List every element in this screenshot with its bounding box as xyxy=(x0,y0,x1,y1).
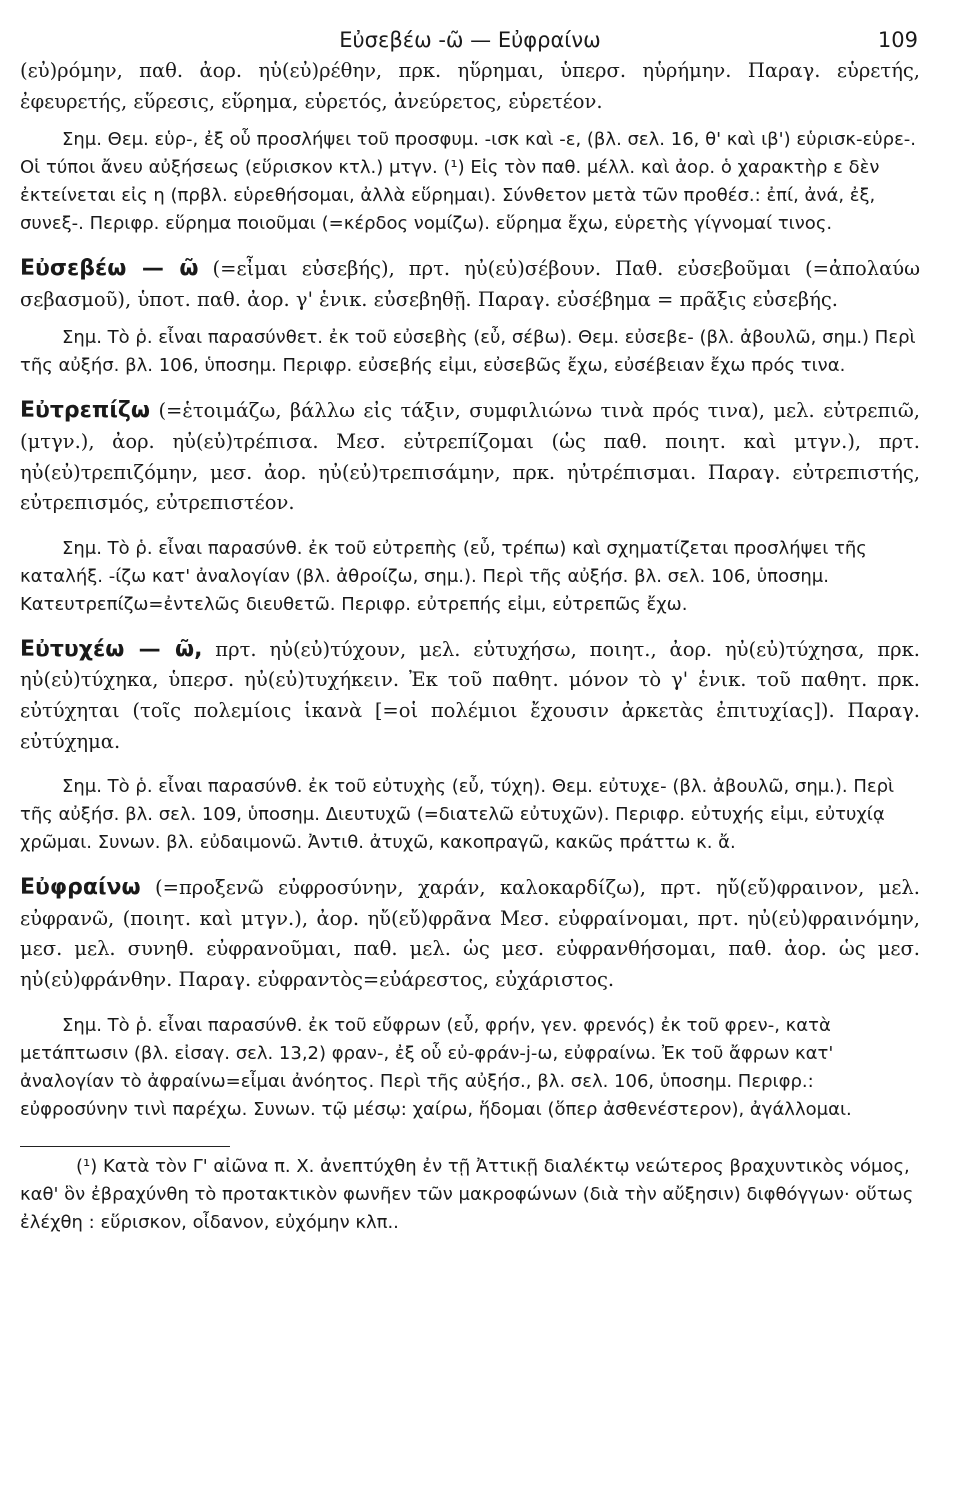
entry-euphraino xyxy=(20,873,920,995)
note-euphraino xyxy=(20,1012,920,1124)
note-text: Σημ. Τὸ ῥ. εἶναι παρασύνθετ. ἐκ τοῦ εὐσεβὴς (εὖ, σέβω). Θεμ. εὐσεβε- (βλ. ἀβουλῶ, σημ.) Περὶ τῆς αὐξήσ. βλ. 106, ὑποσημ. Περιφρ. εὐσεβής εἰμι, εὐσεβῶς ἔχω, εὐσέβειαν ἔχω πρός τινα. xyxy=(20,327,916,377)
note-text: Σημ. Τὸ ῥ. εἶναι παρασύνθ. ἐκ τοῦ εὐτρεπὴς (εὖ, τρέπω) καὶ σχηματίζεται προσλήψει τῆς καταλήξ. -ίζω κατ' ἀναλογίαν (βλ. ἀθροίζω, σημ.). Περὶ τῆς αὐξήσ. βλ. σελ. 106, ὑποσημ. Κατευτρεπίζω=ἐντελῶς διευθετῶ. Περιφρ. εὐτρεπής εἰμι, εὐτρεπῶς ἔχω. xyxy=(20,537,867,615)
headword: Εὐσεβέω — ῶ xyxy=(20,256,199,282)
headword: Εὐτυχέω — ῶ, xyxy=(20,636,203,662)
dictionary-page xyxy=(20,22,920,1237)
note-eutycheo xyxy=(20,773,920,857)
note-text: Σημ. Θεμ. εὑρ-, ἐξ οὗ προσλήψει τοῦ προσφυμ. -ισκ καὶ -ε, (βλ. σελ. 16, θ' καὶ ιβ') εὑρισκ-εὑρε-. Οἱ τύποι ἄνευ αὐξήσεως (εὕρισκον κτλ.) μτγν. (¹) Εἰς τὸν παθ. μέλλ. καὶ ἀορ. ὁ χαρακτὴρ ε δὲν ἐκτείνεται εἰς η (πρβλ. εὑρεθήσομαι, ἀλλὰ εὕρημαι). Σύνθετον μετὰ τῶν προθέσ.: ἐπί, ἀνά, ἐξ, συνεξ-. Περιφρ. εὕρημα ποιοῦμαι (=κέρδος νομίζω). εὕρημα ἔχω, εὑρετὴς γίγνομαί τινος. xyxy=(20,129,917,235)
entry-eusebeo xyxy=(20,254,920,315)
entry-text: (=προξενῶ εὐφροσύνην, χαράν, καλοκαρδίζω), πρτ. ηὔ(εὔ)φραινον, μελ. εὐφρανῶ, (ποιητ. καὶ μτγν.), ἀορ. ηὔ(εὔ)φρᾶνα Μεσ. εὐφραίνομαι, πρτ. ηὐ(εὐ)φραινόμην, μεσ. μελ. συνηθ. εὐφρανοῦμαι, παθ. μελ. ὡς μεσ. εὐφρανθήσομαι, παθ. ἀορ. ὡς μεσ. ηὐ(εὐ)φράνθην. Παραγ. εὐφραντὸς=εὐάρεστος, εὐχάριστος. xyxy=(20,876,920,991)
running-header xyxy=(20,22,920,56)
header-title: Εὐσεβέω -ῶ — Εὐφραίνω xyxy=(339,28,601,52)
entry-text: (=εἶμαι εὐσεβής), πρτ. ηὐ(εὐ)σέβουν. Παθ. εὐσεβοῦμαι (=ἀπολαύω σεβασμοῦ), ὑποτ. παθ. ἀορ. γ' ἑνικ. εὐσεβηθῇ. Παραγ. εὐσέβημα = πρᾶξις εὐσεβής. xyxy=(20,257,920,311)
headword: Εὐτρεπίζω xyxy=(20,398,151,424)
entry-continuation: (εὐ)ρόμην, παθ. ἀορ. ηὑ(εὐ)ρέθην, πρκ. ηὕρημαι, ὑπερσ. ηὑρήμην. Παραγ. εὑρετής, ἐφευρετής, εὕρεσις, εὕρημα, εὑρετός, ἀνεύρετος, εὑρετέον. xyxy=(20,59,920,113)
footnote-separator xyxy=(20,1146,230,1147)
entry-eutrepizo xyxy=(20,396,920,518)
note-eusebeo xyxy=(20,324,920,380)
entry-text: (=ἑτοιμάζω, βάλλω εἰς τάξιν, συμφιλιώνω τινὰ πρός τινα), μελ. εὐτρεπιῶ, (μτγν.), ἀορ. ηὐ(εὐ)τρέπισα. Μεσ. εὐτρεπίζομαι (ὡς παθ. ποιητ. καὶ μτγν.), πρτ. ηὐ(εὐ)τρεπιζόμην, μεσ. ἀορ. ηὐ(εὐ)τρεπισάμην, πρκ. ηὐτρέπισμαι. Παραγ. εὐτρεπιστής, εὐτρεπισμός, εὐτρεπιστέον. xyxy=(20,399,921,515)
page-number: 109 xyxy=(877,28,918,52)
note-text: Σημ. Τὸ ῥ. εἶναι παρασύνθ. ἐκ τοῦ εὐτυχὴς (εὖ, τύχη). Θεμ. εὐτυχε- (βλ. ἀβουλῶ, σημ.). Περὶ τῆς αὐξήσ. βλ. σελ. 109, ὑποσημ. Διευτυχῶ (=διατελῶ εὐτυχῶν). Περιφρ. εὐτυχής εἰμι, εὐτυχίᾳ χρῶμαι. Συνων. βλ. εὐδαιμονῶ. Ἀντιθ. ἀτυχῶ, κακοπραγῶ, κακῶς πράττω κ. ἄ. xyxy=(20,776,895,854)
note-eurisko xyxy=(20,126,920,238)
note-eutrepizo xyxy=(20,535,920,619)
entry-eutycheo xyxy=(20,635,920,757)
note-text: Σημ. Τὸ ῥ. εἶναι παρασύνθ. ἐκ τοῦ εὔφρων (εὖ, φρήν, γεν. φρενός) ἐκ τοῦ φρεν-, κατὰ μετάπτωσιν (βλ. εἰσαγ. σελ. 13,2) φραν-, ἐξ οὗ εὐ-φράν-j-ω, εὐφραίνω. Ἐκ τοῦ ἄφρων κατ' ἀναλογίαν τὸ ἀφραίνω=εἶμαι ἀνόητος. Περὶ τῆς αὐξήσ., βλ. σελ. 106, ὑποσημ. Περιφρ.: εὐφροσύνην τινὶ παρέχω. Συνων. τῷ μέσῳ: χαίρω, ἥδομαι (ὅπερ ἀσθενέστερον), ἀγάλλομαι. xyxy=(20,1014,852,1120)
footnote-text: (¹) Κατὰ τὸν Γ' αἰῶνα π. Χ. ἀνεπτύχθη ἐν τῇ Ἀττικῇ διαλέκτῳ νεώτερος βραχυντικὸς νόμος, καθ' ὃν ἐβραχύνθη τὸ προτακτικὸν φωνῆεν τῶν μακροφώνων (διὰ τὴν αὔξησιν) διφθόγγων· οὕτως ἐλέχθη : εὕρισκον, οἶδανον, εὐχόμην κλπ.. xyxy=(20,1155,914,1233)
entry-text: πρτ. ηὐ(εὐ)τύχουν, μελ. εὐτυχήσω, ποιητ., ἀορ. ηὐ(εὐ)τύχησα, πρκ. ηὐ(εὐ)τύχηκα, ὑπερσ. ηὐ(εὐ)τυχήκειν. Ἐκ τοῦ παθητ. μόνον τὸ γ' ἑνικ. τοῦ παθητ. πρκ. εὐτύχηται (τοῖς πολεμίοις ἱκανὰ [=οἱ πολέμιοι ἔχουσιν ἀρκετὰς ἐπιτυχίας]). Παραγ. εὐτύχημα. xyxy=(20,637,920,753)
footnote xyxy=(20,1153,920,1237)
headword: Εὐφραίνω xyxy=(20,875,141,901)
